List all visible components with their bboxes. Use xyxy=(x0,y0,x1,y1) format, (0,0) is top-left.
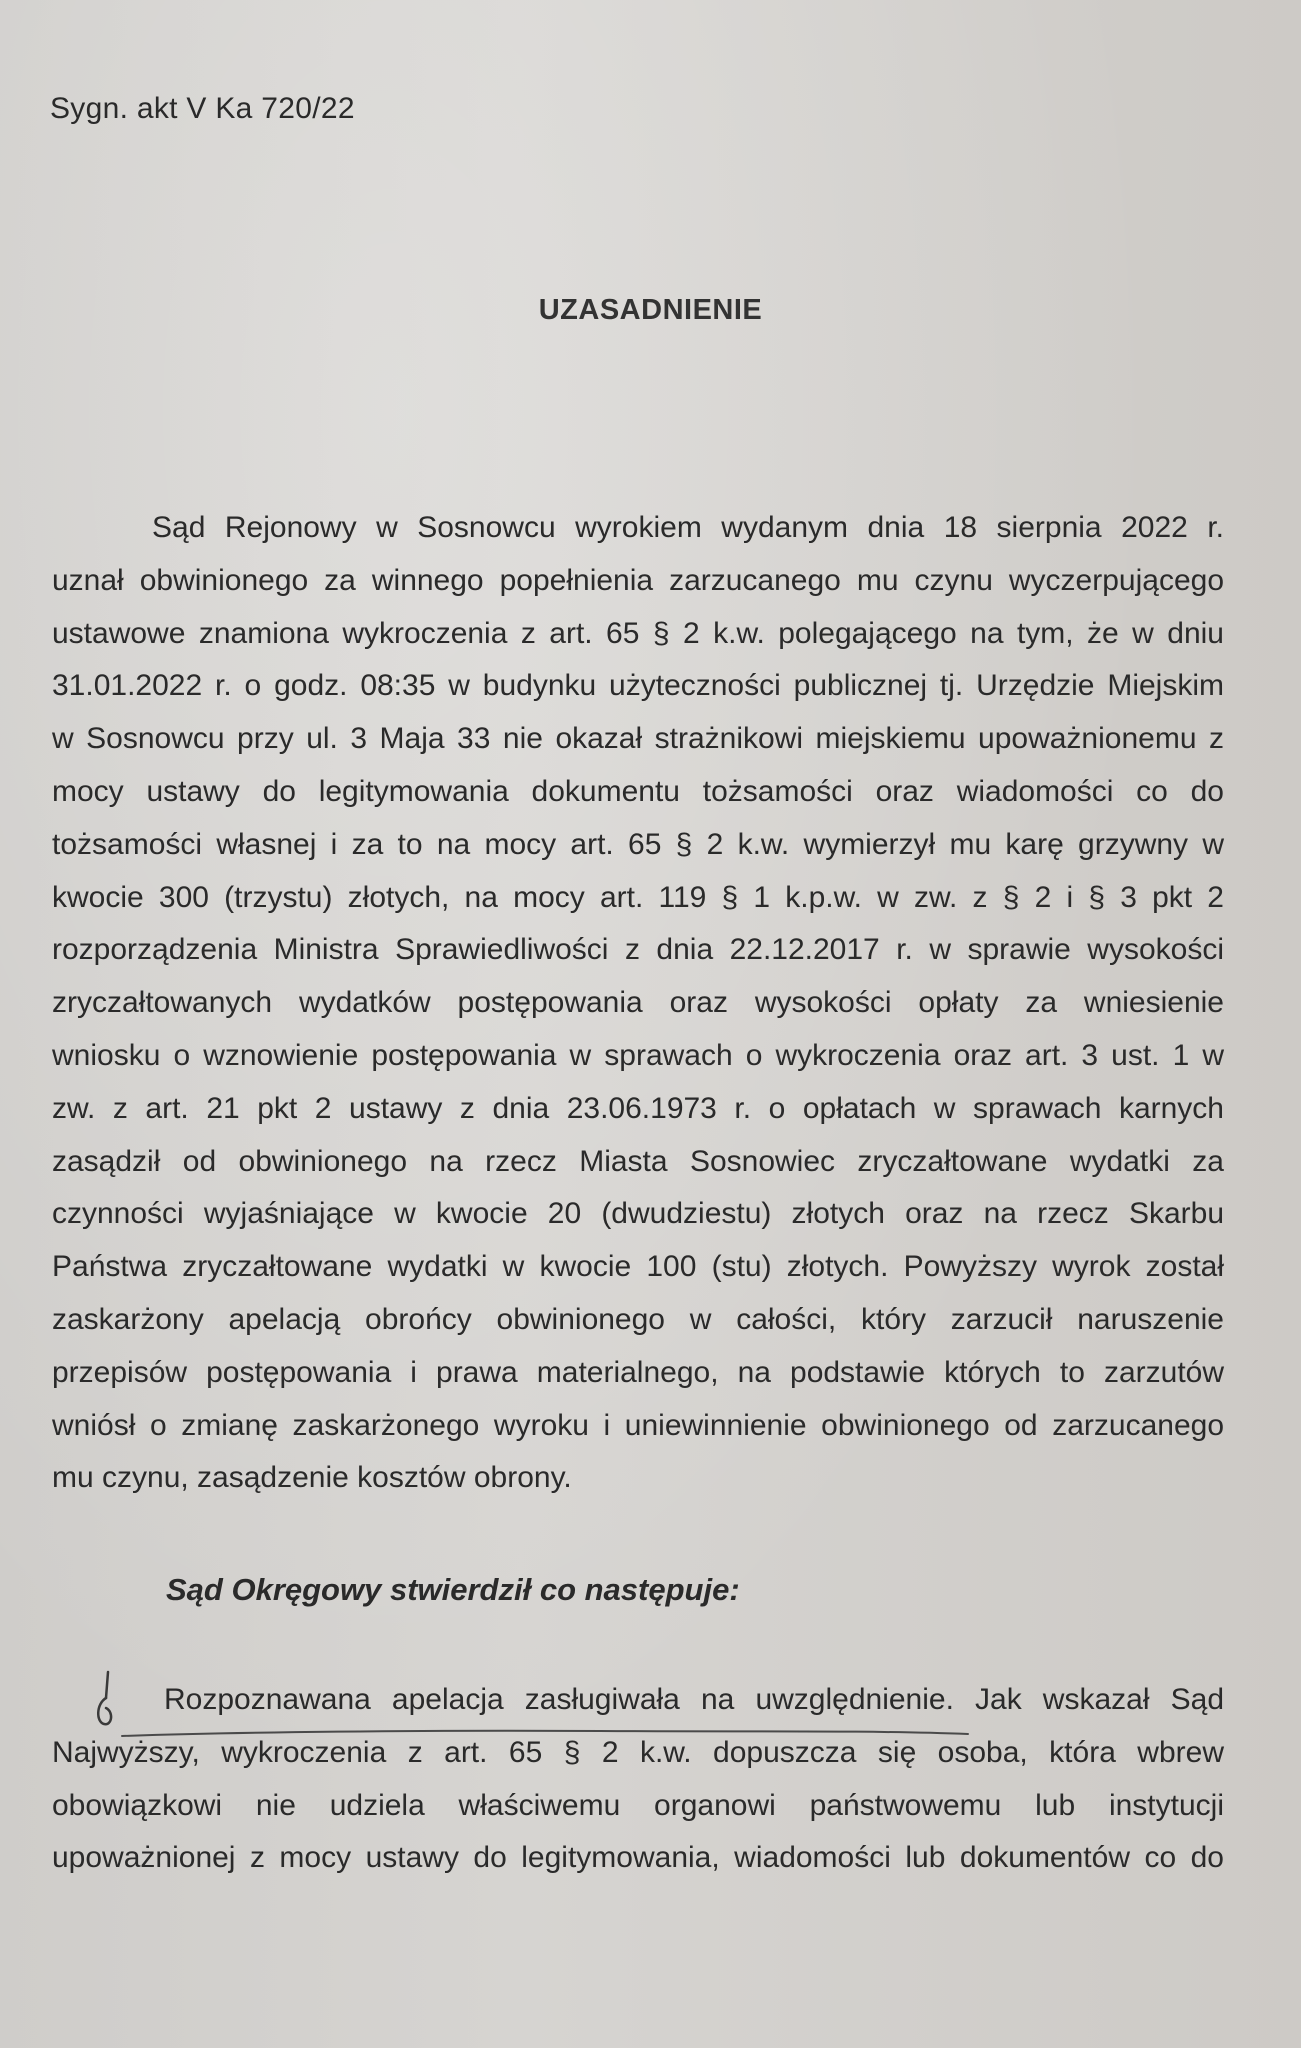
paragraph-line: uznał obwinionego za winnego popełnienia zarzucanego mu czynu wyczerpującego xyxy=(52,563,1224,597)
paragraph-line: mu czynu, zasądzenie kosztów obrony. xyxy=(52,1461,572,1495)
paragraph-line: Najwyższy, wykroczenia z art. 65 § 2 k.w. dopuszcza się osoba, która wbrew xyxy=(52,1735,1224,1769)
paragraph-line: zw. z art. 21 pkt 2 ustawy z dnia 23.06.1973 r. o opłatach w sprawach karnych xyxy=(52,1091,1224,1125)
document-title: UZASADNIENIE xyxy=(538,294,763,326)
paragraph-line: mocy ustawy do legitymowania dokumentu tożsamości oraz wiadomości co do xyxy=(52,774,1224,808)
paragraph-line: rozporządzenia Ministra Sprawiedliwości z dnia 22.12.2017 r. w sprawie wysokości xyxy=(52,933,1224,967)
paragraph-first xyxy=(52,502,1224,1505)
paragraph-line: w Sosnowcu przy ul. 3 Maja 33 nie okazał strażnikowi miejskiemu upoważnionemu z xyxy=(52,722,1224,756)
paragraph-line: zryczałtowanych wydatków postępowania oraz wysokości opłaty za wniesienie xyxy=(52,986,1224,1020)
paragraph-line: Rozpoznawana apelacja zasługiwała na uwzględnienie. Jak wskazał Sąd xyxy=(164,1683,1224,1716)
paragraph-line: ustawowe znamiona wykroczenia z art. 65 § 2 k.w. polegającego na tym, że w dniu xyxy=(52,616,1224,650)
paragraph-line: Sąd Rejonowy w Sosnowcu wyrokiem wydanym dnia 18 sierpnia 2022 r. xyxy=(152,511,1224,544)
paragraph-line: wniosku o wznowienie postępowania w sprawach o wykroczenia oraz art. 3 ust. 1 w xyxy=(52,1038,1224,1072)
paragraph-line: Państwa zryczałtowane wydatki w kwocie 100 (stu) złotych. Powyższy wyrok został xyxy=(52,1250,1224,1284)
paragraph-line: 31.01.2022 r. o godz. 08:35 w budynku użyteczności publicznej tj. Urzędzie Miejskim xyxy=(52,669,1224,703)
paragraph-line: czynności wyjaśniające w kwocie 20 (dwudziestu) złotych oraz na rzecz Skarbu xyxy=(52,1197,1224,1231)
paragraph-line: zaskarżony apelacją obrońcy obwinionego w całości, który zarzucił naruszenie xyxy=(52,1302,1224,1336)
paragraph-line: przepisów postępowania i prawa materialnego, na podstawie których to zarzutów xyxy=(52,1355,1224,1389)
case-signature: Sygn. akt V Ka 720/22 xyxy=(50,92,355,125)
paragraph-line: tożsamości własnej i za to na mocy art. 65 § 2 k.w. wymierzył mu karę grzywny w xyxy=(52,827,1224,861)
paragraph-line: upoważnionej z mocy ustawy do legitymowania, wiadomości lub dokumentów co do xyxy=(52,1841,1224,1875)
section-subheading: Sąd Okręgowy stwierdził co następuje: xyxy=(166,1572,740,1607)
paragraph-line: obowiązkowi nie udziela właściwemu organowi państwowemu lub instytucji xyxy=(52,1788,1224,1822)
paragraph-line: wniósł o zmianę zaskarżonego wyroku i uniewinnienie obwinionego od zarzucanego xyxy=(52,1408,1224,1442)
paragraph-second xyxy=(52,1674,1224,1885)
paragraph-line: kwocie 300 (trzystu) złotych, na mocy art. 119 § 1 k.p.w. w zw. z § 2 i § 3 pkt 2 xyxy=(52,880,1224,914)
paragraph-line: zasądził od obwinionego na rzecz Miasta Sosnowiec zryczałtowane wydatki za xyxy=(52,1144,1224,1178)
